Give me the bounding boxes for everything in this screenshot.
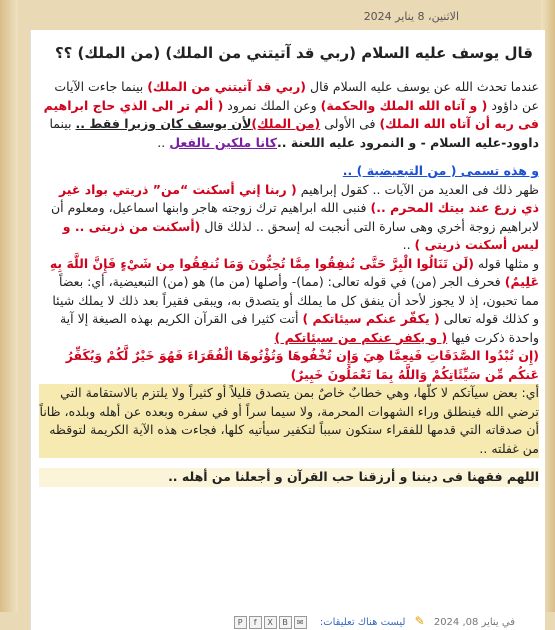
background-left [0,0,18,612]
text: بينما جاءت الآيات عن داؤود [54,79,539,113]
text: ظهر ذلك فى العديد من الآيات .. كقول إبراهيم [296,181,539,197]
pinterest-icon[interactable]: P [234,616,247,629]
twitter-icon[interactable]: X [264,616,277,629]
quote: ( يكفّر عنكم سيئاتكم ) [302,311,440,326]
text: اللهم فقهنا فى ديننا و أرزقنا حب القرآن و أجعلنا من أهله .. [168,469,539,484]
quote: ( ربنا إني أسكنت “من” ذريتي بواد غير ذي زرع عند بيتك المحرم ..) [58,181,539,215]
blog-icon[interactable]: B [279,616,292,629]
quote: (إِن تُبْدُوا الصَّدَقَاتِ فَنِعِمَّا هِيَ وَإِن تُخْفُوهَا وَتُؤْتُوهَا الْفُقَرَاءَ فَهُوَ خَيْرٌ لَّكُمْ وَيُكَفِّرُ عَنكُم مِّن سَيِّئَاتِكُمْ وَاللَّهُ بِمَا تَعْمَلُونَ خَبِيرٌ) [65,348,539,382]
quote: ( و آتاه الله الملك والحكمة) [320,97,488,113]
paragraph-1 [39,78,539,152]
quote: (من الملك) [251,116,321,131]
paragraph-2 [39,181,539,255]
section-heading [39,162,539,181]
paragraph-3 [39,255,539,311]
text: و كذلك قوله تعالى [439,311,539,326]
text: وعن الملك نمرود [223,97,321,113]
text: عندما تحدث الله عن يوسف عليه السلام قال [306,79,539,94]
comments-link[interactable]: ليست هناك تعليقات: [319,617,406,628]
text: فنبى الله ابراهيم ترك زوجته هاجر وابنها اسماعيل، ومعلوم أن لابراهيم زوجة أخري وهى سارة التى أنجبت له إسحق .. لذلك قال [50,200,539,234]
post-title[interactable]: قال يوسف عليه السلام (ربي قد آتيتني من الملك) (من الملك) ؟؟ [54,44,533,62]
text: .. [157,134,170,150]
facebook-icon[interactable]: f [249,616,262,629]
paragraph-7 [39,468,539,487]
text: .. [402,237,415,252]
post-footer [31,614,545,630]
edit-icon[interactable]: ✎ [414,614,425,628]
post-body [39,78,539,487]
text: و مثلها قوله [473,255,539,271]
heading-link[interactable]: و هذه تسمى ( من التبعيضية ) .. [342,163,539,178]
quote: (لَن تَنَالُوا الْبِرَّ حَتَّى تُنفِقُوا مِمَّا تُحِبُّونَ وَمَا تُنفِقُوا مِن شَيْءٍ فَإِنَّ اللَّهَ بِهِ عَلِيمٌ) [49,255,539,289]
share-icons [232,616,307,629]
text: أتت كثيرا فى القرآن الكريم بهذه الصيغة إلا آية واحدة ذكرت فيها [59,311,539,345]
paragraph-6 [39,384,539,458]
text: أي: بعض سيآتكم لا كلّها، وهي خطابٌ خاصٌ بمن يتصدق قليلاً أو كثيراً ولا يلتزم بالاستقامة التي ترضي الله فينطلق وراء الشهوات المحرمة، ولا سيما سراً أو في سفره وبعده عن أهله وبلده، ظاناً أن صدقاته التي قدمها للفقراء ستكون سبباً لتكفير سيأتيه كلها، فجاءت هذه الآية الكريمة لتوقظه من غفلته .. [39,385,539,456]
text: لأن يوسف كان وزيرا فقط .. [75,116,252,131]
link[interactable]: كانا ملكين بالفعل [169,134,277,150]
date-header: الاثنين، 8 يناير 2024 [363,10,459,23]
quote: (أسكنت من ذريتى .. و ليس أسكنت ذريتى ) [62,218,539,252]
email-icon[interactable]: ✉ [294,616,307,629]
paragraph-4 [39,310,539,347]
text: داوود-عليه السلام - و النمرود عليه اللعنة .. [277,134,539,150]
blog-post [30,30,545,630]
quote: ( ألم تر الى الذي حاج ابراهيم فى ربه أن آتاه الله الملك) [43,97,539,131]
quote: (ربي قد آتيتني من الملك) [147,79,307,94]
quote: ( و يكفر عنكم من سيئاتكم ) [274,329,448,345]
post-date-link[interactable]: في يناير 08, 2024 [433,617,515,628]
text: فحرف الجر (من) في قوله تعالى: (مما)- وأصلها (من ما) هو (من) التبعيضية، أي: بعضاً مما تحبون، إذ لا يجوز لأحد أن ينفق كل ما يملك أو يتصدق به، ويبقى فقيراً بعد ذلك لا يملك شيئا [52,274,539,308]
text: بينما [49,116,76,131]
paragraph-5 [39,347,539,384]
text: فى الأولى [320,116,380,131]
